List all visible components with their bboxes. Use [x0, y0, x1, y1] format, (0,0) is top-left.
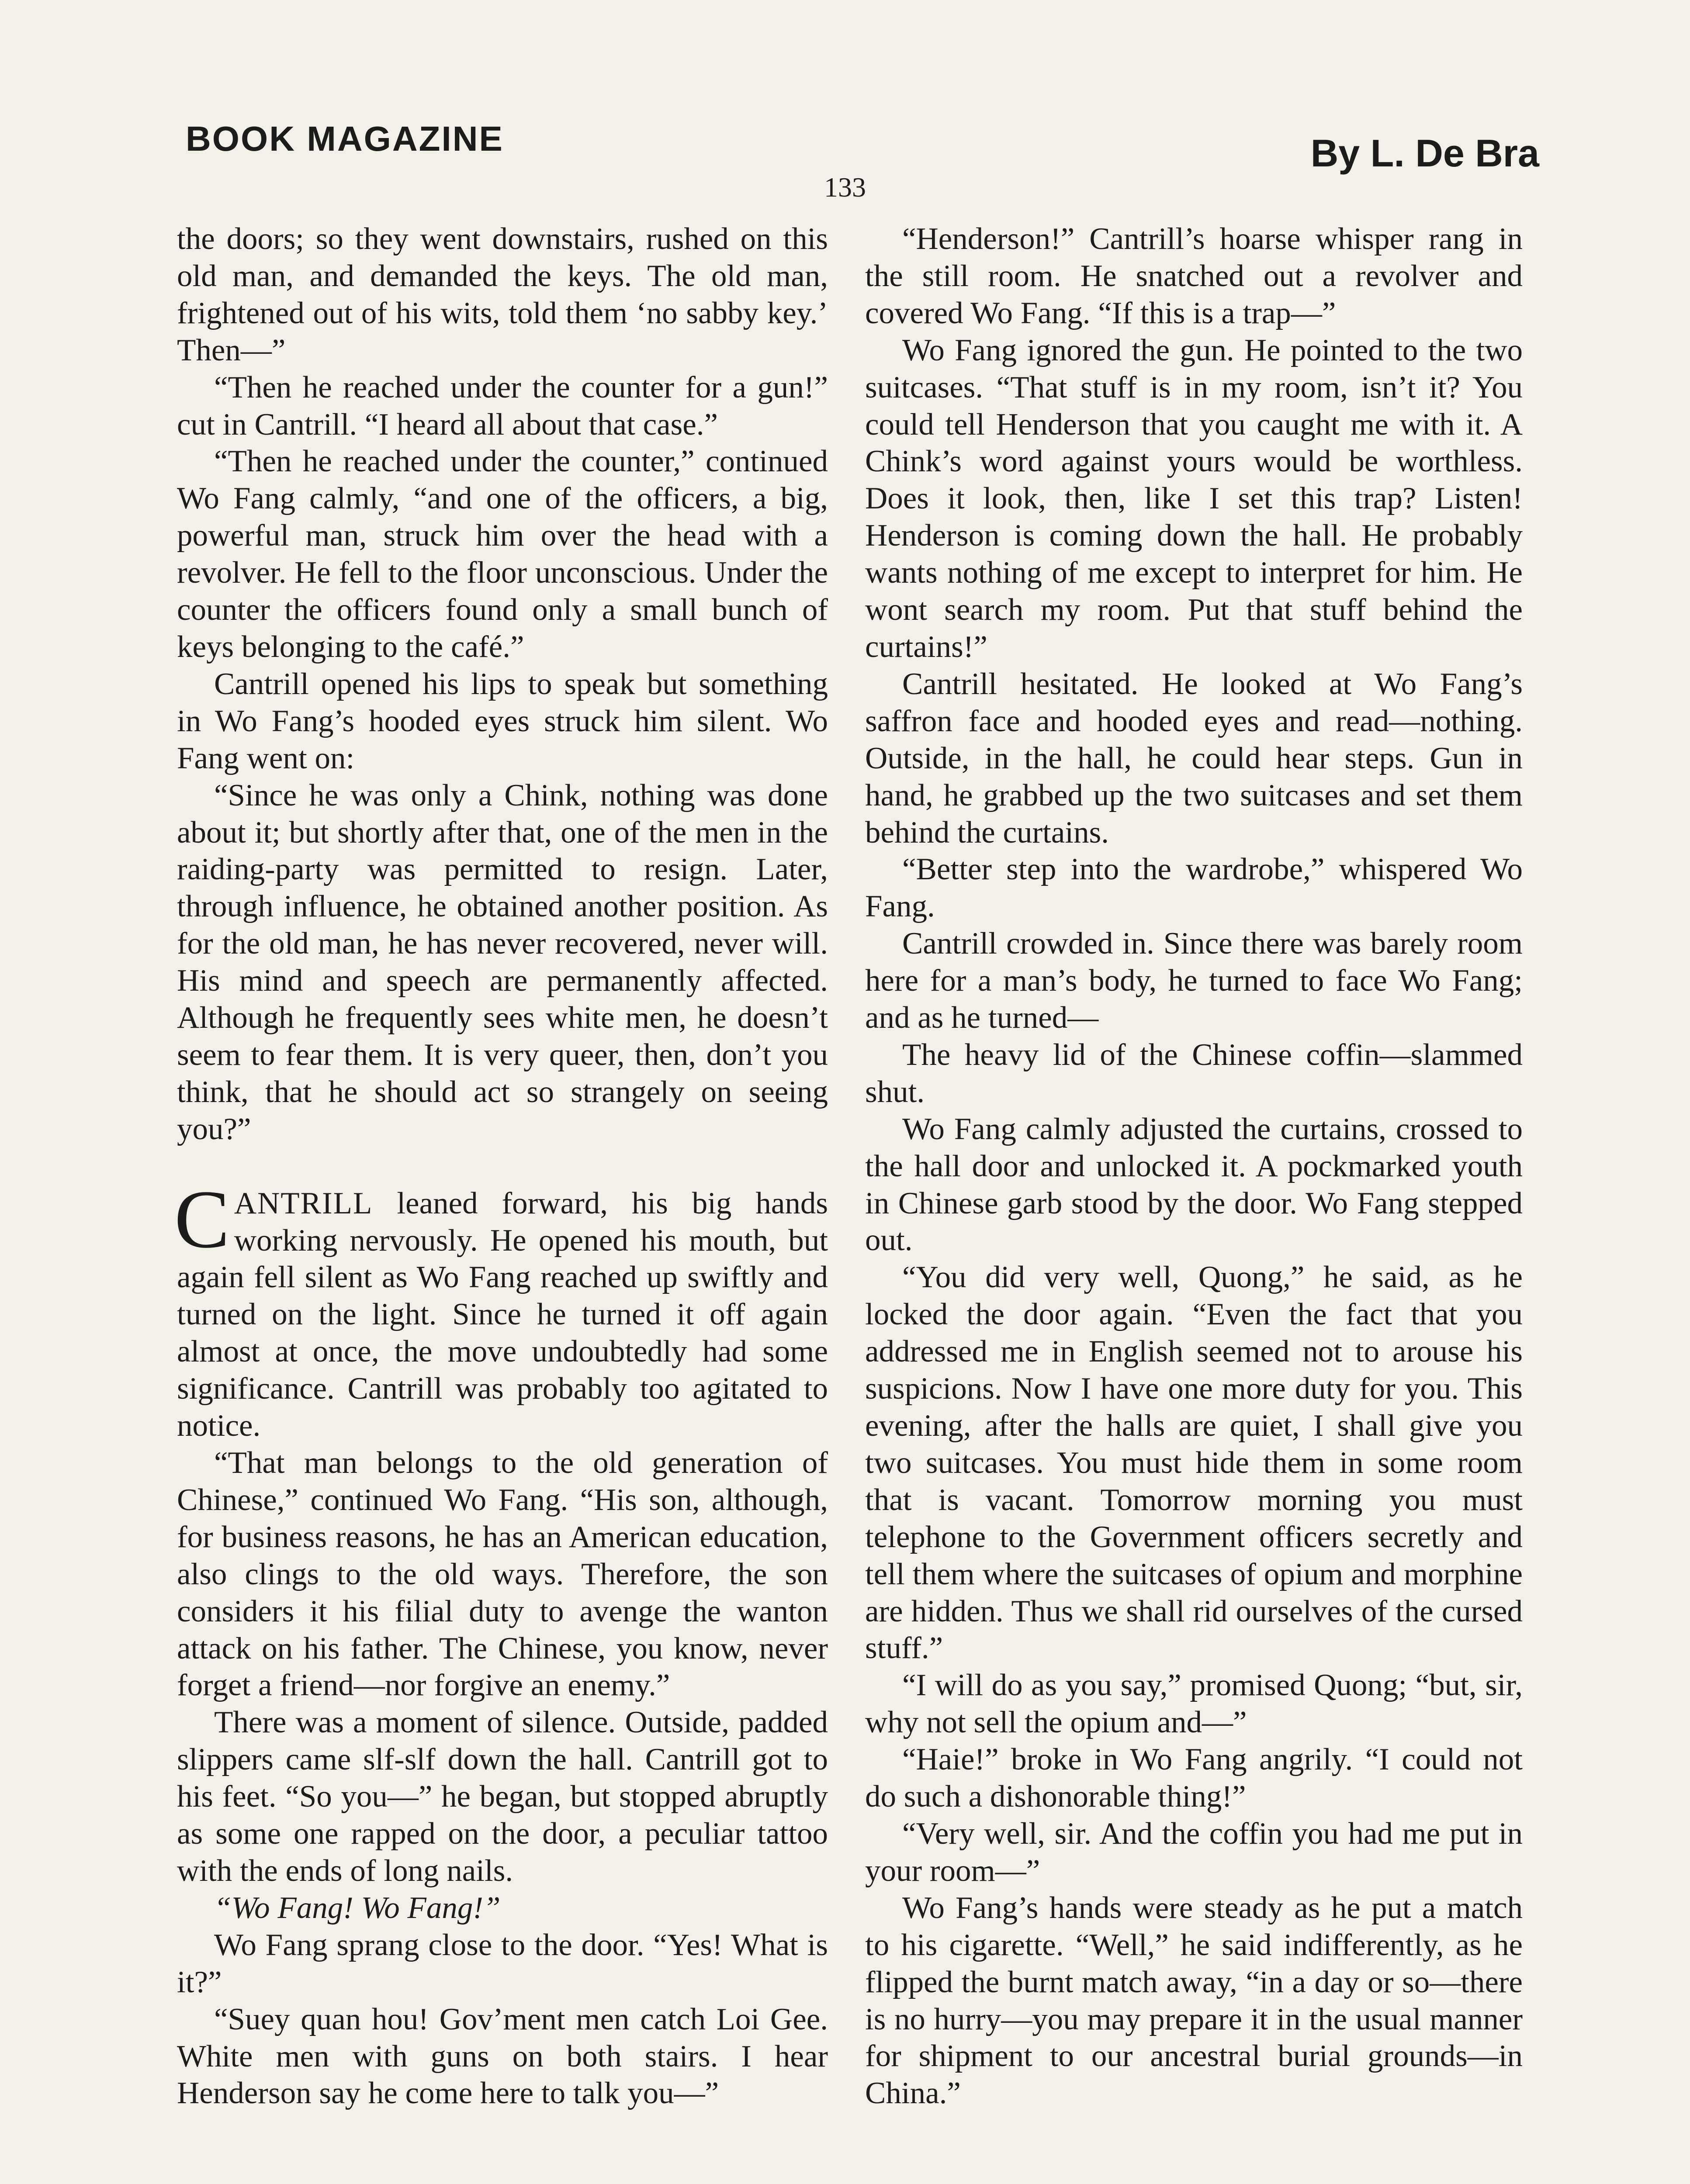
right-column [865, 221, 1523, 2112]
paragraph: Cantrill hesitated. He looked at Wo Fang’s saffron face and hooded eyes and read—nothing. Outside, in the hall, he could hear steps. Gun in hand, he grabbed up the two suitcases and set them behind the curtains. [865, 667, 1523, 850]
page-number: 133 [824, 172, 866, 203]
drop-cap: C [174, 1173, 230, 1265]
paragraph: “Then he reached under the counter for a gun!” cut in Cantrill. “I heard all about that case.” [177, 370, 828, 442]
author-byline: By L. De Bra [1310, 131, 1539, 175]
paragraph: Wo Fang calmly adjusted the curtains, crossed to the hall door and unlocked it. A pockmarked youth in Chinese garb stood by the door. Wo Fang stepped out. [865, 1112, 1523, 1258]
lead-text: leaned forward, his big hands working nervously. He opened his mouth, but again fell silent as Wo Fang reached up swiftly and turned on the light. Since he turned it off again almost at once, the move undoubtedly had some significance. Cantrill was probably too agitated to notice. [177, 1186, 828, 1443]
left-column [174, 221, 828, 2112]
section-opening-paragraph [174, 1173, 828, 1444]
paragraph: “That man belongs to the old generation of Chinese,” continued Wo Fang. “His son, although, for business reasons, he has an American education, also clings to the old ways. Therefore, the son considers it his filial duty to avenge the wanton attack on his father. The Chinese, you know, never forget a friend—nor forgive an enemy.” [177, 1446, 828, 1703]
lead-word: ANTRILL [234, 1186, 373, 1220]
paragraph: “I will do as you say,” promised Quong; “but, sir, why not sell the opium and—” [865, 1668, 1523, 1740]
paragraph: The heavy lid of the Chinese coffin—slammed shut. [865, 1037, 1523, 1109]
paragraph: Wo Fang ignored the gun. He pointed to the two suitcases. “That stuff is in my room, isn’t it? You could tell Henderson that you caught me with it. A Chink’s word against yours would be worthless. Does it look, then, like I set this trap? Listen! Henderson is coming down the hall. He probably wants nothing of me except to interpret for him. He wont search my room. Put that stuff behind the curtains!” [865, 333, 1523, 664]
paragraph: “Suey quan hou! Gov’ment men catch Loi Gee. White men with guns on both stairs. I hear Henderson say he come here to talk you—” [177, 2002, 828, 2111]
paragraph: Cantrill crowded in. Since there was barely room here for a man’s body, he turned to face Wo Fang; and as he turned— [865, 926, 1523, 1035]
paragraph: There was a moment of silence. Outside, padded slippers came slf-slf down the hall. Cantrill got to his feet. “So you—” he began, but stopped abruptly as some one rapped on the door, a peculiar tattoo with the ends of long nails. [177, 1705, 828, 1888]
paragraph: Wo Fang’s hands were steady as he put a match to his cigarette. “Well,” he said indifferently, as he flipped the burnt match away, “in a day or so—there is no hurry—you may prepare it in the usual manner for shipment to our ancestral burial grounds—in China.” [865, 1890, 1523, 2111]
paragraph: “Wo Fang! Wo Fang!” [214, 1890, 501, 1925]
paragraph: “Since he was only a Chink, nothing was done about it; but shortly after that, one of the men in the raiding-party was permitted to resign. Later, through influence, he obtained another position. As for the old man, he has never recovered, never will. His mind and speech are permanently affected. Although he frequently sees white men, he doesn’t seem to fear them. It is very queer, then, don’t you think, that he should act so strangely on seeing you?” [177, 778, 828, 1146]
paragraph: “Then he reached under the counter,” continued Wo Fang calmly, “and one of the officers, a big, powerful man, struck him over the head with a revolver. He fell to the floor unconscious. Under the counter the officers found only a small bunch of keys belonging to the café.” [177, 444, 828, 664]
paragraph: “Haie!” broke in Wo Fang angrily. “I could not do such a dishonorable thing!” [865, 1742, 1523, 1814]
magazine-title: BOOK MAGAZINE [186, 119, 504, 158]
paragraph: “Better step into the wardrobe,” whispered Wo Fang. [865, 852, 1523, 924]
paragraph: Cantrill opened his lips to speak but something in Wo Fang’s hooded eyes struck him silent. Wo Fang went on: [177, 667, 828, 775]
paragraph: Wo Fang sprang close to the door. “Yes! What is it?” [177, 1928, 828, 1999]
paragraph: the doors; so they went downstairs, rushed on this old man, and demanded the keys. The old man, frightened out of his wits, told them ‘no sabby key.’ Then—” [177, 222, 828, 367]
paragraph: “You did very well, Quong,” he said, as he locked the door again. “Even the fact that you addressed me in English seemed not to arouse his suspicions. Now I have one more duty for you. This evening, after the halls are quiet, I shall give you two suitcases. You must hide them in some room that is vacant. Tomorrow morning you must telephone to the Government officers secretly and tell them where the suitcases of opium and morphine are hidden. Thus we shall rid ourselves of the cursed stuff.” [865, 1260, 1523, 1666]
paragraph: “Very well, sir. And the coffin you had me put in your room—” [865, 1816, 1523, 1888]
paragraph: “Henderson!” Cantrill’s hoarse whisper rang in the still room. He snatched out a revolver and covered Wo Fang. “If this is a trap—” [865, 222, 1523, 330]
